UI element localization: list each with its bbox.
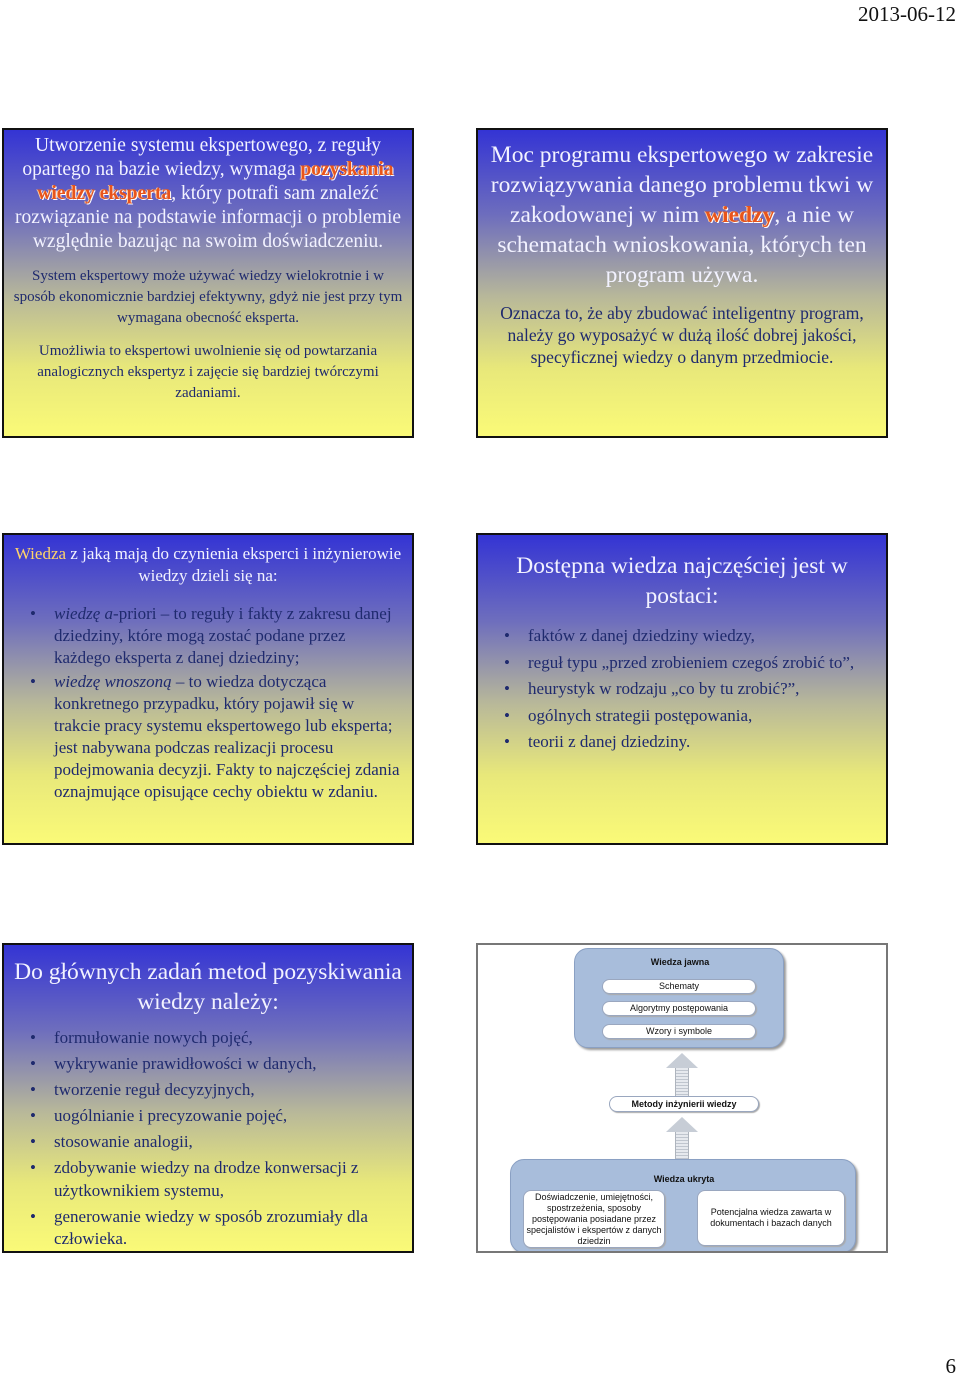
list-item: • teorii z danej dziedziny.	[488, 731, 876, 754]
tacit-knowledge-panel	[510, 1159, 856, 1253]
highlight-knowledge-acquisition: pozyskania wiedzy eksperta	[37, 159, 394, 204]
document-date: 2013-06-12	[858, 2, 956, 26]
keyword-knowledge: Wiedza	[14, 544, 67, 563]
list-item: • faktów z danej dziedziny wiedzy,	[488, 625, 876, 648]
slide2-title: Moc programu ekspertowego w zakresie rozwiązywania danego problemu tkwi w zakodowanej w nim wiedzy, a nie w schematach wnioskowania, których ten program używa.	[490, 142, 874, 288]
tacit-knowledge-title: Wiedza ukryta	[653, 1174, 715, 1184]
available-knowledge-list	[488, 625, 876, 754]
list-item: • zdobywanie wiedzy na drodze konwersacji z użytkownikiem systemu,	[14, 1157, 402, 1202]
tacit-expert-experience: Doświadczenie, umiejętności, spostrzeżenia, sposoby postępowania posiadane przez specjalistów i ekspertów z danych dziedzin	[523, 1190, 665, 1248]
page-number: 6	[945, 1354, 956, 1378]
slide-knowledge-types	[2, 533, 414, 845]
acquisition-tasks-list	[14, 1027, 402, 1251]
list-item: • tworzenie reguł decyzyjnych,	[14, 1079, 402, 1102]
tacit-documents-databases: Potencjalna wiedza zawarta w dokumentach i bazach danych	[697, 1190, 845, 1246]
knowledge-types-list	[14, 603, 402, 803]
highlight-knowledge: wiedzy	[705, 202, 775, 228]
slide-available-knowledge	[476, 533, 888, 845]
slide1-paragraph-2: Umożliwia to ekspertowi uwolnienie się od powtarzania analogicznych ekspertyz i zajęcie się bardziej twórczymi zadaniami.	[37, 343, 379, 401]
list-item: • wykrywanie prawidłowości w danych,	[14, 1053, 402, 1076]
slide-acquisition-tasks	[2, 943, 414, 1253]
explicit-item-algorithms: Algorytmy postępowania	[602, 1001, 756, 1016]
slide-expert-system-creation	[2, 128, 414, 438]
slide-program-power	[476, 128, 888, 438]
list-item: • reguł typu „przed zrobieniem czegoś zrobić to”,	[488, 652, 876, 675]
slide-knowledge-diagram	[476, 943, 888, 1253]
list-item: • wiedzę wnoszoną – to wiedza dotycząca konkretnego przypadku, który pojawił się w trakcie pracy systemu ekspertowego lub eksperta; jest nabywana podczas realizacji procesu podejmowania decyzji. Fakty to najczęściej zdania oznajmujące opisujące cechy obiektu w zdaniu.	[14, 671, 402, 803]
slide4-title: Dostępna wiedza najczęściej jest w postaci:	[516, 553, 848, 609]
list-item: • heurystyk w rodzaju „co by tu zrobić?”,	[488, 678, 876, 701]
knowledge-engineering-methods: Metody inżynierii wiedzy	[609, 1096, 759, 1112]
knowledge-diagram	[478, 945, 886, 1251]
explicit-knowledge-panel	[574, 948, 784, 1048]
list-item: • ogólnych strategii postępowania,	[488, 705, 876, 728]
explicit-item-formulas: Wzory i symbole	[602, 1024, 756, 1039]
list-item: • uogólnianie i precyzowanie pojęć,	[14, 1105, 402, 1128]
list-item: • wiedzę a-priori – to reguły i fakty z zakresu danej dziedziny, które mogą zostać podane przez każdego eksperta z danej dziedziny;	[14, 603, 402, 669]
explicit-knowledge-title: Wiedza jawna	[650, 957, 710, 967]
slide5-title: Do głównych zadań metod pozyskiwania wiedzy należy:	[14, 959, 402, 1015]
list-item: • generowanie wiedzy w sposób zrozumiały dla człowieka.	[14, 1206, 402, 1251]
list-item: • stosowanie analogii,	[14, 1131, 402, 1154]
slide1-title: Utworzenie systemu ekspertowego, z reguły opartego na bazie wiedzy, wymaga pozyskania wiedzy eksperta, który potrafi sam znaleźć rozwiązanie na podstawie informacji o problemie względnie bazując na swoim doświadczeniu.	[14, 135, 402, 252]
slide2-paragraph: Oznacza to, że aby zbudować inteligentny program, należy go wyposażyć w dużą ilość dobrej jakości, specyficznej wiedzy o danym przedmiocie.	[500, 303, 864, 367]
slide3-title: Wiedza z jaką mają do czynienia eksperci i inżynierowie wiedzy dzieli się na:	[14, 544, 402, 585]
list-item: • formułowanie nowych pojęć,	[14, 1027, 402, 1050]
explicit-item-schemes: Schematy	[602, 979, 756, 994]
slide1-paragraph-1: System ekspertowy może używać wiedzy wielokrotnie i w sposób ekonomicznie bardziej efektywny, gdyż nie jest przy tym wymagana obecność eksperta.	[13, 268, 403, 326]
